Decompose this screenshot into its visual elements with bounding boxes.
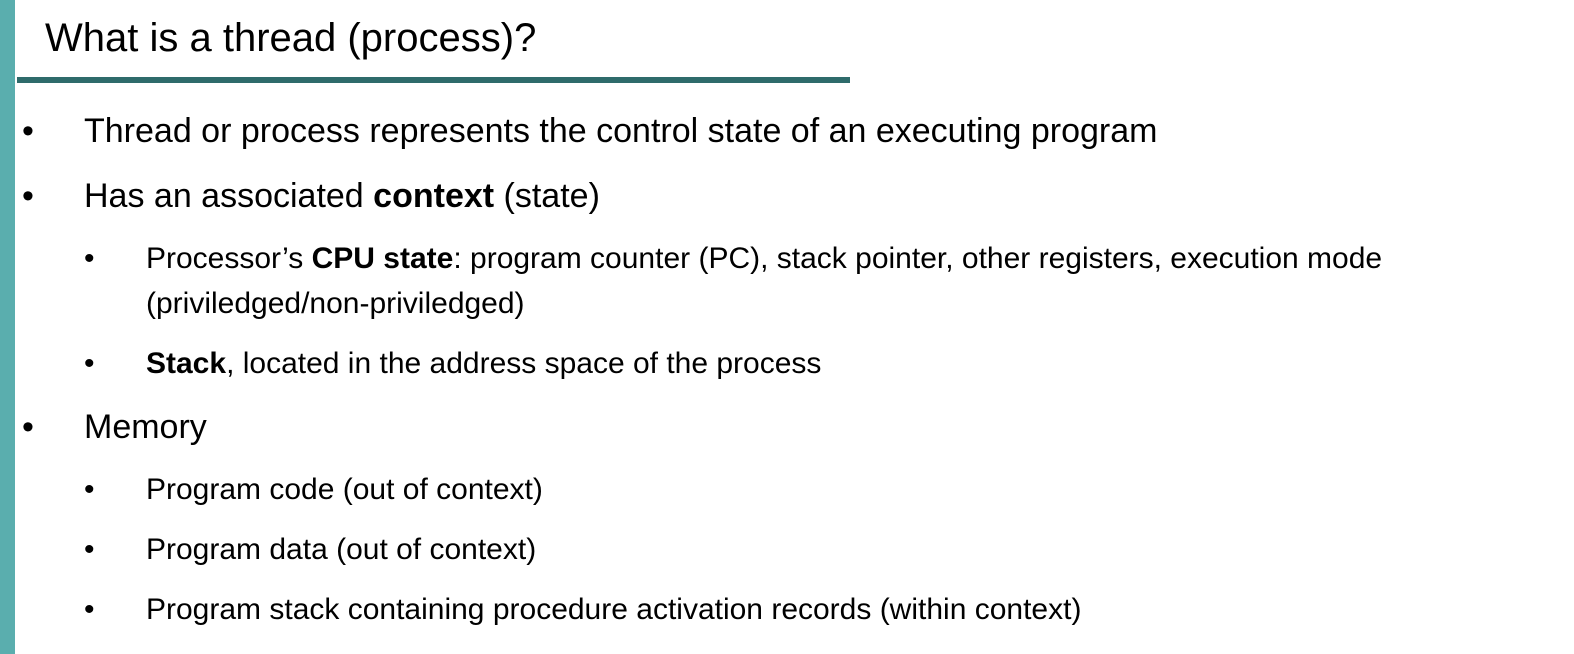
bullet-text	[146, 237, 1382, 281]
bullet-text: Thread or process represents the control state of an executing program	[84, 112, 1158, 150]
bullet-dot: •	[84, 593, 95, 626]
slide-title: What is a thread (process)?	[45, 16, 537, 60]
bullet-text: Program stack containing procedure activation records (within context)	[146, 593, 1082, 626]
bullet-dot: •	[84, 533, 95, 566]
bullet-text-prefix: Processor’s	[146, 242, 312, 275]
bullet-text-suffix: : program counter (PC), stack pointer, other registers, execution mode	[453, 242, 1383, 275]
bullet-text: Memory	[84, 408, 207, 446]
bullet-text	[146, 342, 821, 386]
bullet-dot: •	[84, 473, 95, 506]
bullet-text-suffix: , located in the address space of the process	[226, 347, 822, 380]
bullet-text-bold: Stack	[146, 347, 227, 380]
title-underline	[17, 77, 850, 83]
bullet-text-prefix: Has an associated	[84, 177, 374, 215]
bullet-text: Program code (out of context)	[146, 473, 543, 506]
accent-bar	[0, 0, 15, 654]
bullet-text-continuation: (priviledged/non-priviledged)	[146, 287, 525, 320]
bullet-dot: •	[22, 408, 34, 446]
bullet-text-bold: context	[373, 177, 495, 215]
bullet-dot: •	[22, 112, 34, 150]
bullet-text	[84, 174, 600, 218]
bullet-dot: •	[84, 347, 95, 380]
bullet-text-bold: CPU state	[311, 242, 454, 275]
bullet-dot: •	[84, 242, 95, 275]
bullet-text: Program data (out of context)	[146, 533, 537, 566]
bullet-dot: •	[22, 177, 34, 215]
bullet-text-suffix: (state)	[494, 177, 600, 215]
